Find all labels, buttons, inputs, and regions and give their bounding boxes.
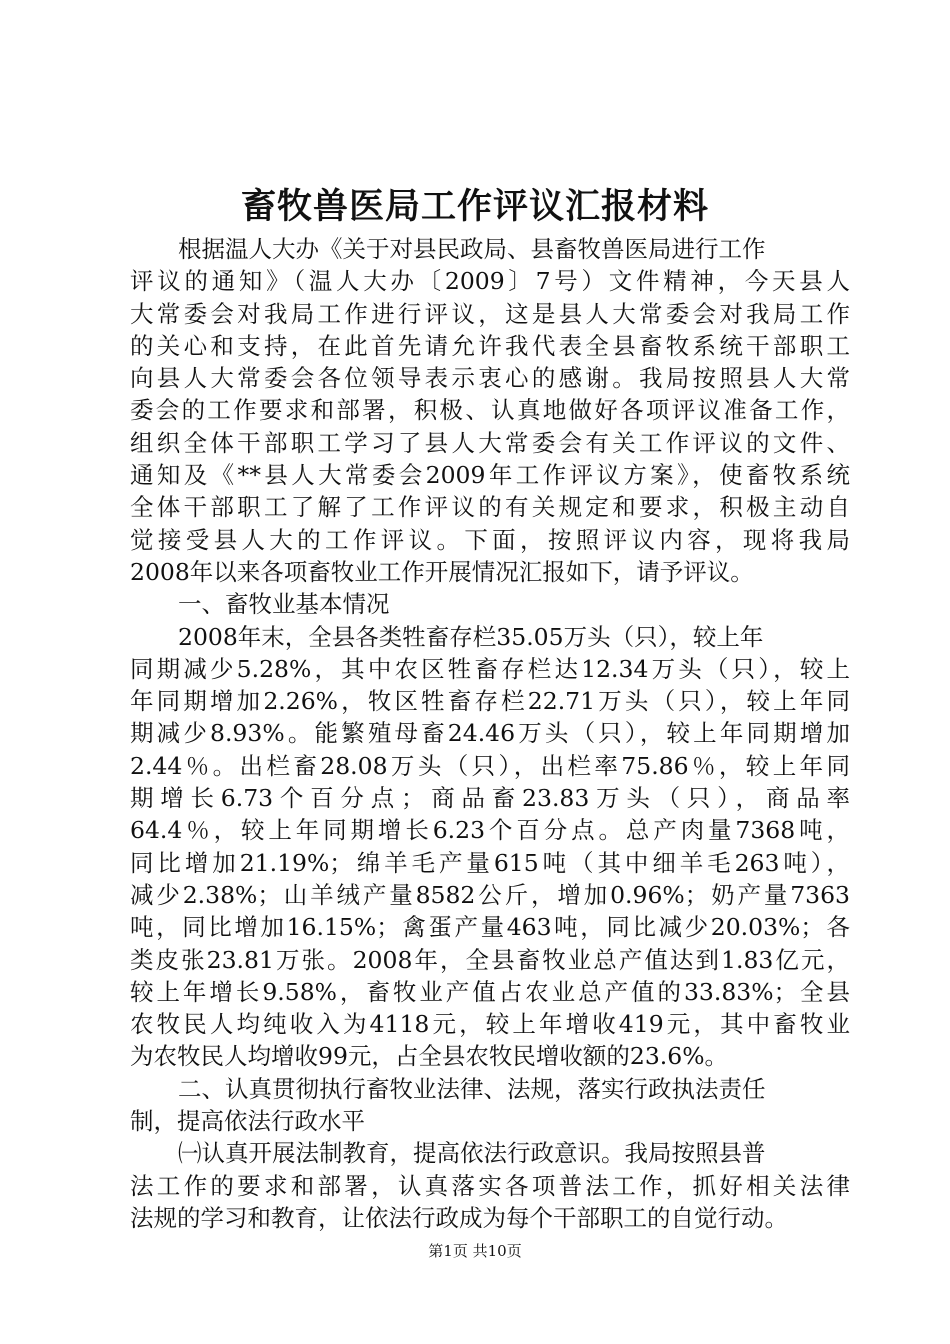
paragraph-line: 吨，同比增加16.15%；禽蛋产量463吨，同比减少20.03%；各 [130,913,850,942]
section-heading: 一、畜牧业基本情况 [178,590,390,619]
paragraph-line: 期减少8.93%。能繁殖母畜24.46万头（只），较上年同期增加 [130,719,850,748]
paragraph-line: 向县人大常委会各位领导表示衷心的感谢。我局按照县人大常 [130,364,850,393]
paragraph-line: 根据温人大办《关于对县民政局、县畜牧兽医局进行工作 [178,235,766,263]
paragraph-line: 年同期增加2.26%，牧区牲畜存栏22.71万头（只），较上年同 [130,687,850,716]
paragraph-line: 大常委会对我局工作进行评议，这是县人大常委会对我局工作 [130,299,850,328]
paragraph-line: 评议的通知》（温人大办〔2009〕7号）文件精神，今天县人 [130,267,850,296]
paragraph-line: 觉接受县人大的工作评议。下面，按照评议内容，现将我局 [130,525,850,554]
paragraph-line: 同期减少5.28%，其中农区牲畜存栏达12.34万头（只），较上 [130,654,850,683]
paragraph-line: 农牧民人均纯收入为4118元，较上年增收419元，其中畜牧业 [130,1010,850,1039]
paragraph-line: 组织全体干部职工学习了县人大常委会有关工作评议的文件、 [130,428,850,457]
paragraph-line: 法工作的要求和部署，认真落实各项普法工作，抓好相关法律 [130,1171,850,1200]
paragraph-line: 全体干部职工了解了工作评议的有关规定和要求，积极主动自 [130,493,850,522]
document-body [130,233,850,1234]
paragraph-line: 同比增加21.19%；绵羊毛产量615吨（其中细羊毛263吨）， [130,848,850,877]
paragraph-line: 减少2.38%；山羊绒产量8582公斤，增加0.96%；奶产量7363 [130,880,850,909]
paragraph-line: 类皮张23.81万张。2008年，全县畜牧业总产值达到1.83亿元， [130,945,850,974]
section-heading: 制，提高依法行政水平 [130,1107,365,1136]
paragraph-line: 法规的学习和教育，让依法行政成为每个干部职工的自觉行动。 [130,1203,788,1232]
paragraph-line: 通知及《**县人大常委会2009年工作评议方案》，使畜牧系统 [130,461,850,490]
paragraph-line: 的关心和支持，在此首先请允许我代表全县畜牧系统干部职工 [130,331,850,360]
paragraph-line: 2.44％。出栏畜28.08万头（只），出栏率75.86％，较上年同 [130,751,850,780]
paragraph-line: 较上年增长9.58%，畜牧业产值占农业总产值的33.83%；全县 [130,977,850,1006]
paragraph-line: 2008年以来各项畜牧业工作开展情况汇报如下，请予评议。 [130,557,754,586]
paragraph-line: ㈠认真开展法制教育，提高依法行政意识。我局按照县普 [178,1139,766,1168]
paragraph-line: 为农牧民人均增收99元，占全县农牧民增收额的23.6%。 [130,1042,729,1071]
document-title: 畜牧兽医局工作评议汇报材料 [240,186,709,227]
paragraph-line: 64.4％，较上年同期增长6.23个百分点。总产肉量7368吨， [130,816,850,845]
page-number-footer: 第1页 共10页 [428,1242,522,1260]
paragraph-line: 2008年末，全县各类牲畜存栏35.05万头（只），较上年 [178,622,764,651]
paragraph-line: 期增长6.73个百分点；商品畜23.83万头（只），商品率 [130,784,850,813]
paragraph-line: 委会的工作要求和部署，积极、认真地做好各项评议准备工作， [130,396,850,425]
section-heading: 二、认真贯彻执行畜牧业法律、法规，落实行政执法责任 [178,1074,766,1103]
